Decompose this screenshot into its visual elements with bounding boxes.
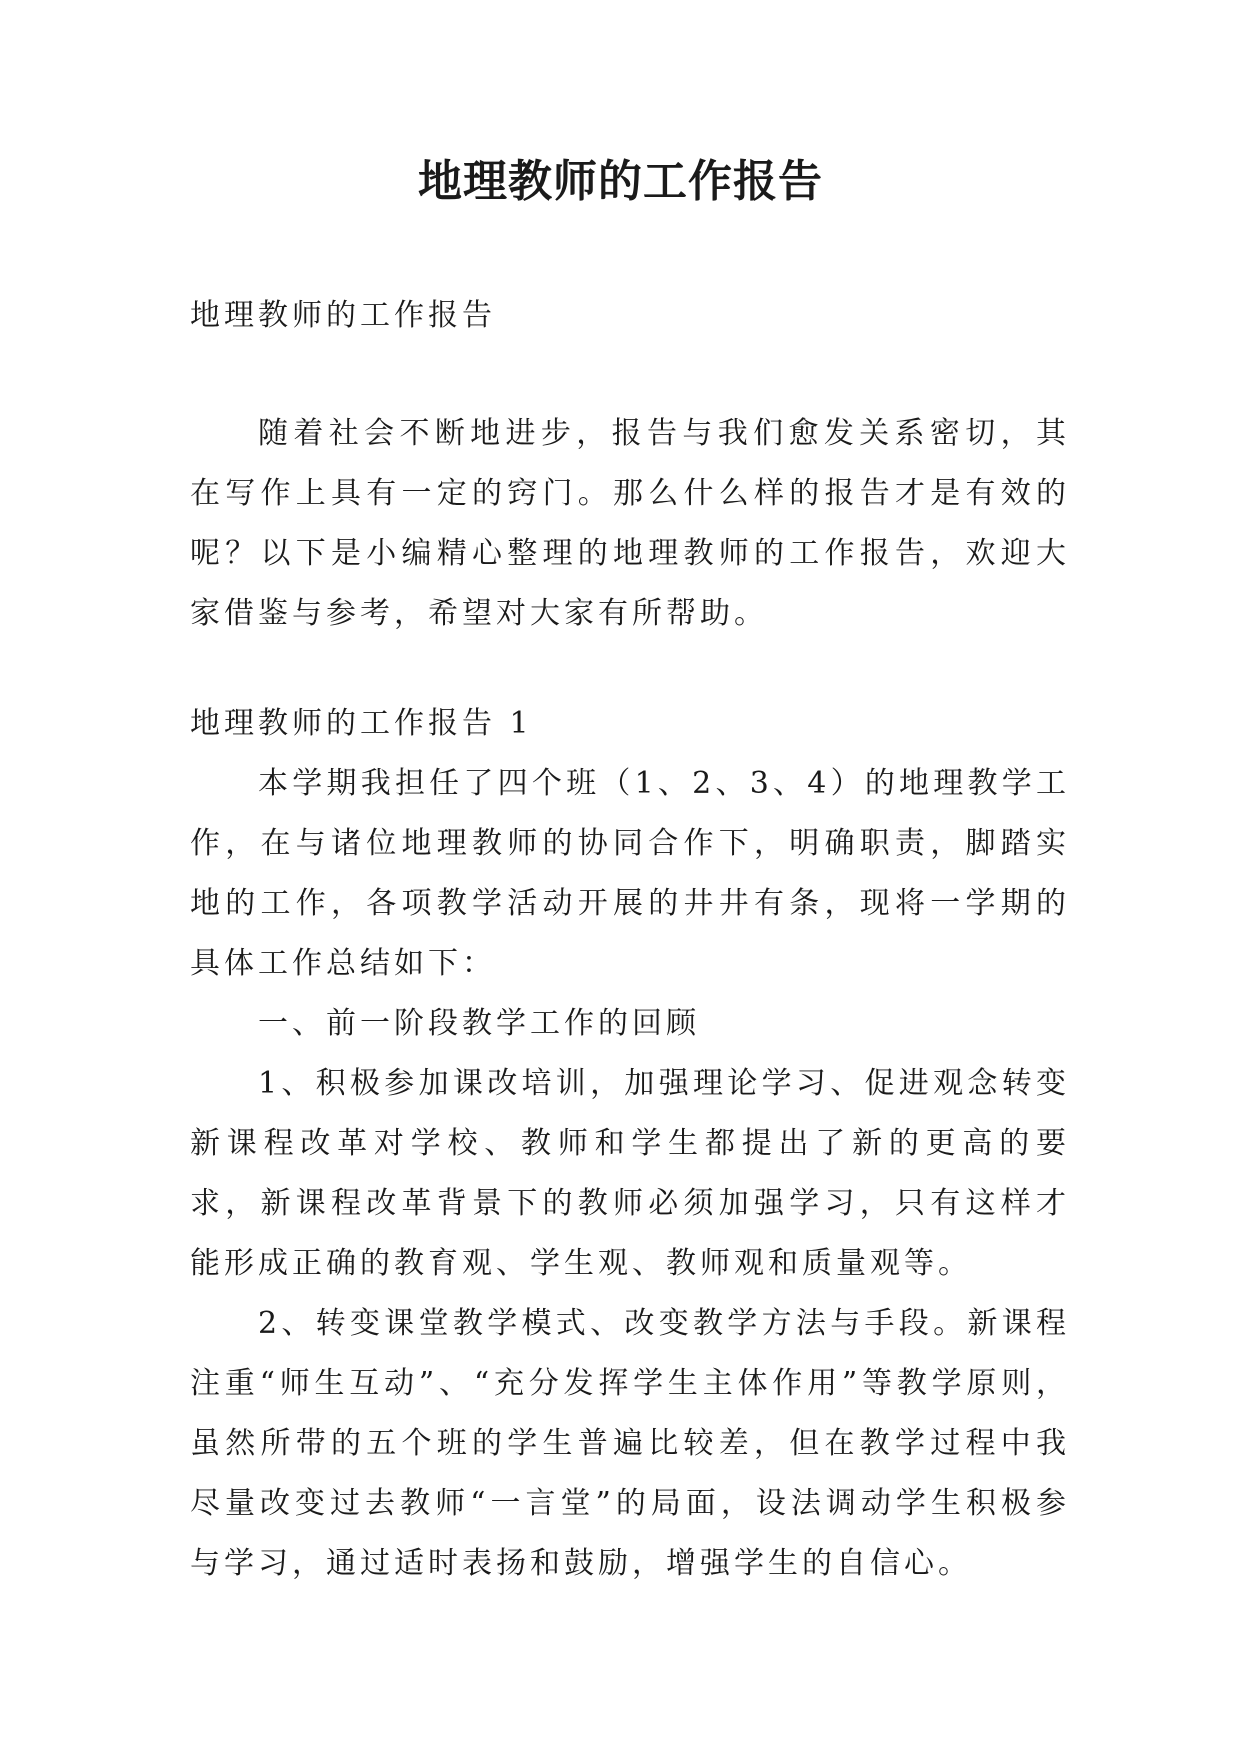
document-title: 地理教师的工作报告 (418, 156, 823, 207)
body-paragraph: 1、积极参加课改培训，加强理论学习、促进观念转变新课程改革对学校、教师和学生都提出了新的更高的要求，新课程改革背景下的教师必须加强学习，只有这样才能形成正确的教育观、学生观、教师观和质量观等。 (190, 1066, 1070, 1281)
body-paragraph: 2、转变课堂教学模式、改变教学方法与手段。新课程注重“师生互动”、“充分发挥学生主体作用”等教学原则，虽然所带的五个班的学生普遍比较差，但在教学过程中我尽量改变过去教师“一言堂”的局面，设法调动学生积极参与学习，通过适时表扬和鼓励，增强学生的自信心。 (190, 1306, 1070, 1581)
document-subtitle: 地理教师的工作报告 (190, 298, 496, 333)
body-paragraph: 本学期我担任了四个班（1、2、3、4）的地理教学工作，在与诸位地理教师的协同合作下，明确职责，脚踏实地的工作，各项教学活动开展的井井有条，现将一学期的具体工作总结如下： (190, 766, 1070, 981)
section-heading: 地理教师的工作报告 1 (190, 706, 533, 741)
intro-block (190, 404, 1070, 644)
section-subheading: 一、前一阶段教学工作的回顾 (258, 1006, 700, 1041)
section-1 (190, 694, 1070, 1594)
intro-paragraph: 随着社会不断地进步，报告与我们愈发关系密切，其在写作上具有一定的窍门。那么什么样的报告才是有效的呢？以下是小编精心整理的地理教师的工作报告，欢迎大家借鉴与参考，希望对大家有所帮助。 (190, 416, 1070, 631)
